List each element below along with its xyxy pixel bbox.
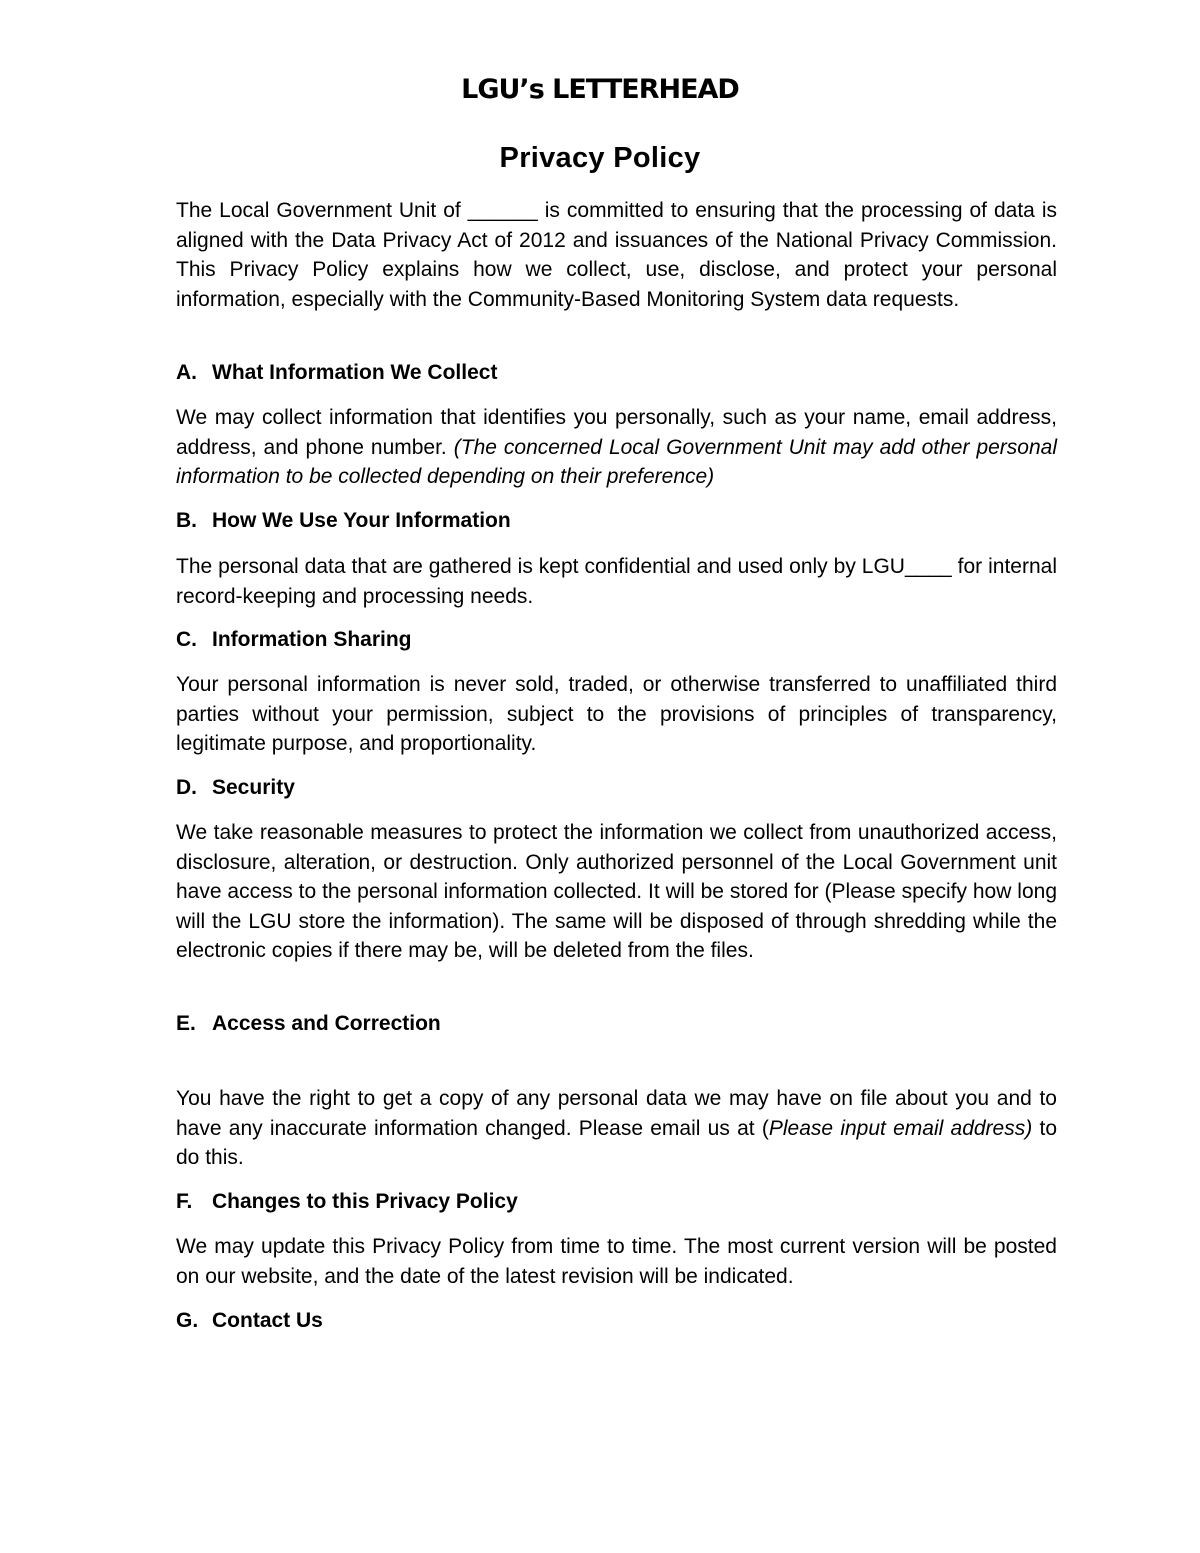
section-heading-a [176, 358, 1057, 387]
intro-paragraph: The Local Government Unit of ______ is committed to ensuring that the processing of data is aligned with the Data Privacy Act of 2012 and issuances of the National Privacy Commission. This Privacy Policy explains how we collect, use, disclose, and protect your personal information, especially with the Community-Based Monitoring System data requests. [176, 199, 1057, 311]
section-heading-text: Contact Us [212, 1309, 323, 1332]
section-f-paragraph: We may update this Privacy Policy from time to time. The most current version will be posted on our website, and the date of the latest revision will be indicated. [176, 1235, 1057, 1288]
section-heading-g [176, 1306, 1057, 1335]
section-letter: C. [176, 628, 197, 651]
section-b-paragraph: The personal data that are gathered is kept confidential and used only by LGU____ for internal record-keeping and processing needs. [176, 555, 1057, 608]
section-e-text: You have the right to get a copy of any personal data we may have on file about you and to have any inaccurate information changed. Please email us at ( [176, 1087, 1057, 1140]
section-c-paragraph: Your personal information is never sold, traded, or otherwise transferred to unaffiliated third parties without your permission, subject to the provisions of principles of transparency, legitimate purpose, and proportionality. [176, 673, 1057, 755]
section-e-paragraph [176, 1084, 1057, 1173]
section-heading-b [176, 506, 1057, 535]
section-letter: F. [176, 1190, 193, 1213]
section-heading-text: How We Use Your Information [212, 509, 511, 532]
section-heading-d [176, 773, 1057, 802]
section-heading-f [176, 1187, 1057, 1216]
section-e-email-placeholder: Please input email address) [768, 1116, 1033, 1140]
section-heading-e [176, 1009, 1057, 1038]
section-heading-c [176, 625, 1057, 654]
document-title: Privacy Policy [499, 142, 701, 174]
section-heading-text: Changes to this Privacy Policy [212, 1190, 518, 1213]
section-letter: B. [176, 509, 197, 532]
section-a-paragraph [176, 403, 1057, 492]
section-a-text: We may collect information that identifies you personally, such as your name, email address, address, and phone number. [176, 406, 1057, 459]
section-a-italic-note: (The concerned Local Government Unit may add other personal information to be collected depending on their preference) [176, 435, 1057, 488]
section-letter: D. [176, 776, 197, 799]
letterhead: LGU’s LETTERHEAD [461, 74, 739, 105]
section-d-paragraph: We take reasonable measures to protect the information we collect from unauthorized access, disclosure, alteration, or destruction. Only authorized personnel of the Local Government unit have access to the personal information collected. It will be stored for (Please specify how long will the LGU store the information). The same will be disposed of through shredding while the electronic copies if there may be, will be deleted from the files. [176, 821, 1057, 962]
section-letter: G. [176, 1309, 199, 1332]
section-heading-text: Access and Correction [212, 1012, 441, 1035]
section-letter: A. [176, 361, 197, 384]
section-heading-text: Information Sharing [212, 628, 412, 651]
section-e-text-end: to do this. [176, 1116, 1057, 1169]
section-heading-text: What Information We Collect [212, 361, 498, 384]
section-letter: E. [176, 1012, 196, 1035]
section-heading-text: Security [212, 776, 295, 799]
